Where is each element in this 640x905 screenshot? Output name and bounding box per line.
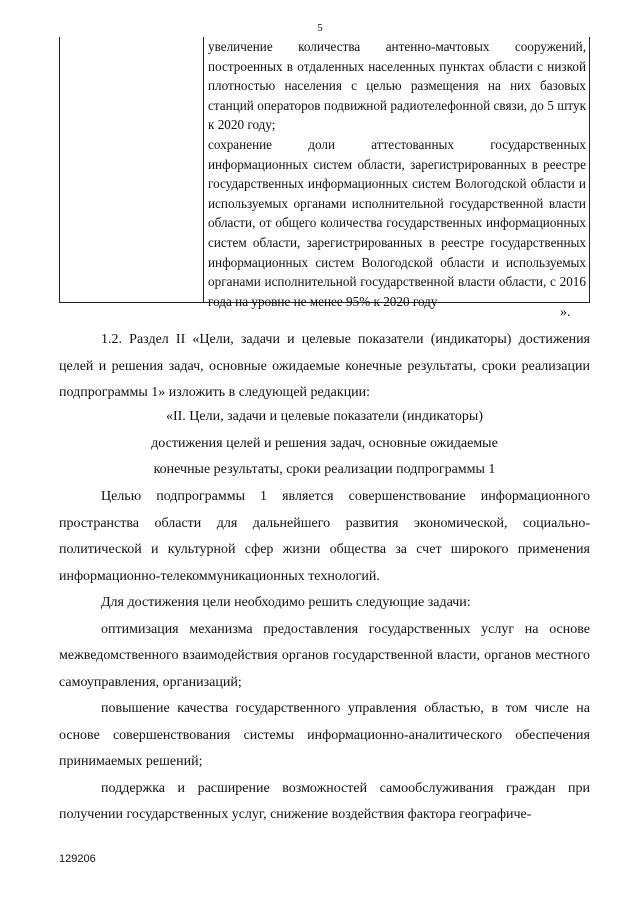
page-number: 5 (317, 22, 323, 34)
body-paragraph: поддержка и расширение возможностей самообслуживания граждан при получении государственных услуг, снижение воздействия фактора географиче- (59, 780, 590, 822)
table-cell-paragraph: сохранение доли аттестованных государственных информационных систем области, зарегистрированных в реестре государственных информационных систем Вологодской области и используемых органами исполнительной государственной власти области, от общего количества государственных информационных систем области, зарегистрированных в реестре государственных информационных систем Вологодской области и используемых органами исполнительной государственной власти области, с 2016 года на уровне не менее 95% к 2020 году (208, 136, 586, 309)
table-cell-paragraph: увеличение количества антенно-мачтовых сооружений, построенных в отдаленных населенных пунктах области с низкой плотностью населения с целью размещения на них базовых станций операторов подвижной радиотелефонной связи, до 5 штук к 2020 году; (208, 39, 586, 133)
table-right-cell (208, 37, 586, 311)
amendment-intro-block (59, 327, 590, 407)
amendment-intro: 1.2. Раздел II «Цели, задачи и целевые показатели (индикаторы) достижения целей и решения задач, основные ожидаемые конечные результаты, сроки реализации подпрограммы 1» изложить в следующей редакции: (59, 332, 590, 400)
body-paragraph: оптимизация механизма предоставления государственных услуг на основе межведомственного взаимодействия органов государственной власти, органов местного самоуправления, организаций; (59, 621, 590, 690)
body-paragraph: Целью подпрограммы 1 является совершенствование информационного пространства области для дальнейшего развития экономической, социально-политической и культурной сфер жизни общества за счет широкого применения информационно-телекоммуникационных технологий. (59, 489, 590, 584)
indicators-table-fragment (59, 37, 590, 309)
section-heading (59, 404, 590, 484)
section-heading-line: достижения целей и решения задач, основные ожидаемые (151, 435, 498, 451)
table-column-divider (203, 37, 204, 302)
body-paragraph: Для достижения цели необходимо решить следующие задачи: (101, 595, 471, 610)
section-heading-line: конечные результаты, сроки реализации подпрограммы 1 (153, 462, 496, 477)
body-paragraph: повышение качества государственного управления областью, в том числе на основе совершенствования системы информационно-аналитического обеспечения принимаемых решений; (59, 701, 590, 769)
document-code: 129206 (59, 853, 96, 865)
section-heading-line: «II. Цели, задачи и целевые показатели (индикаторы) (165, 409, 483, 424)
section-body (59, 484, 590, 829)
closing-quote: ». (560, 305, 571, 320)
